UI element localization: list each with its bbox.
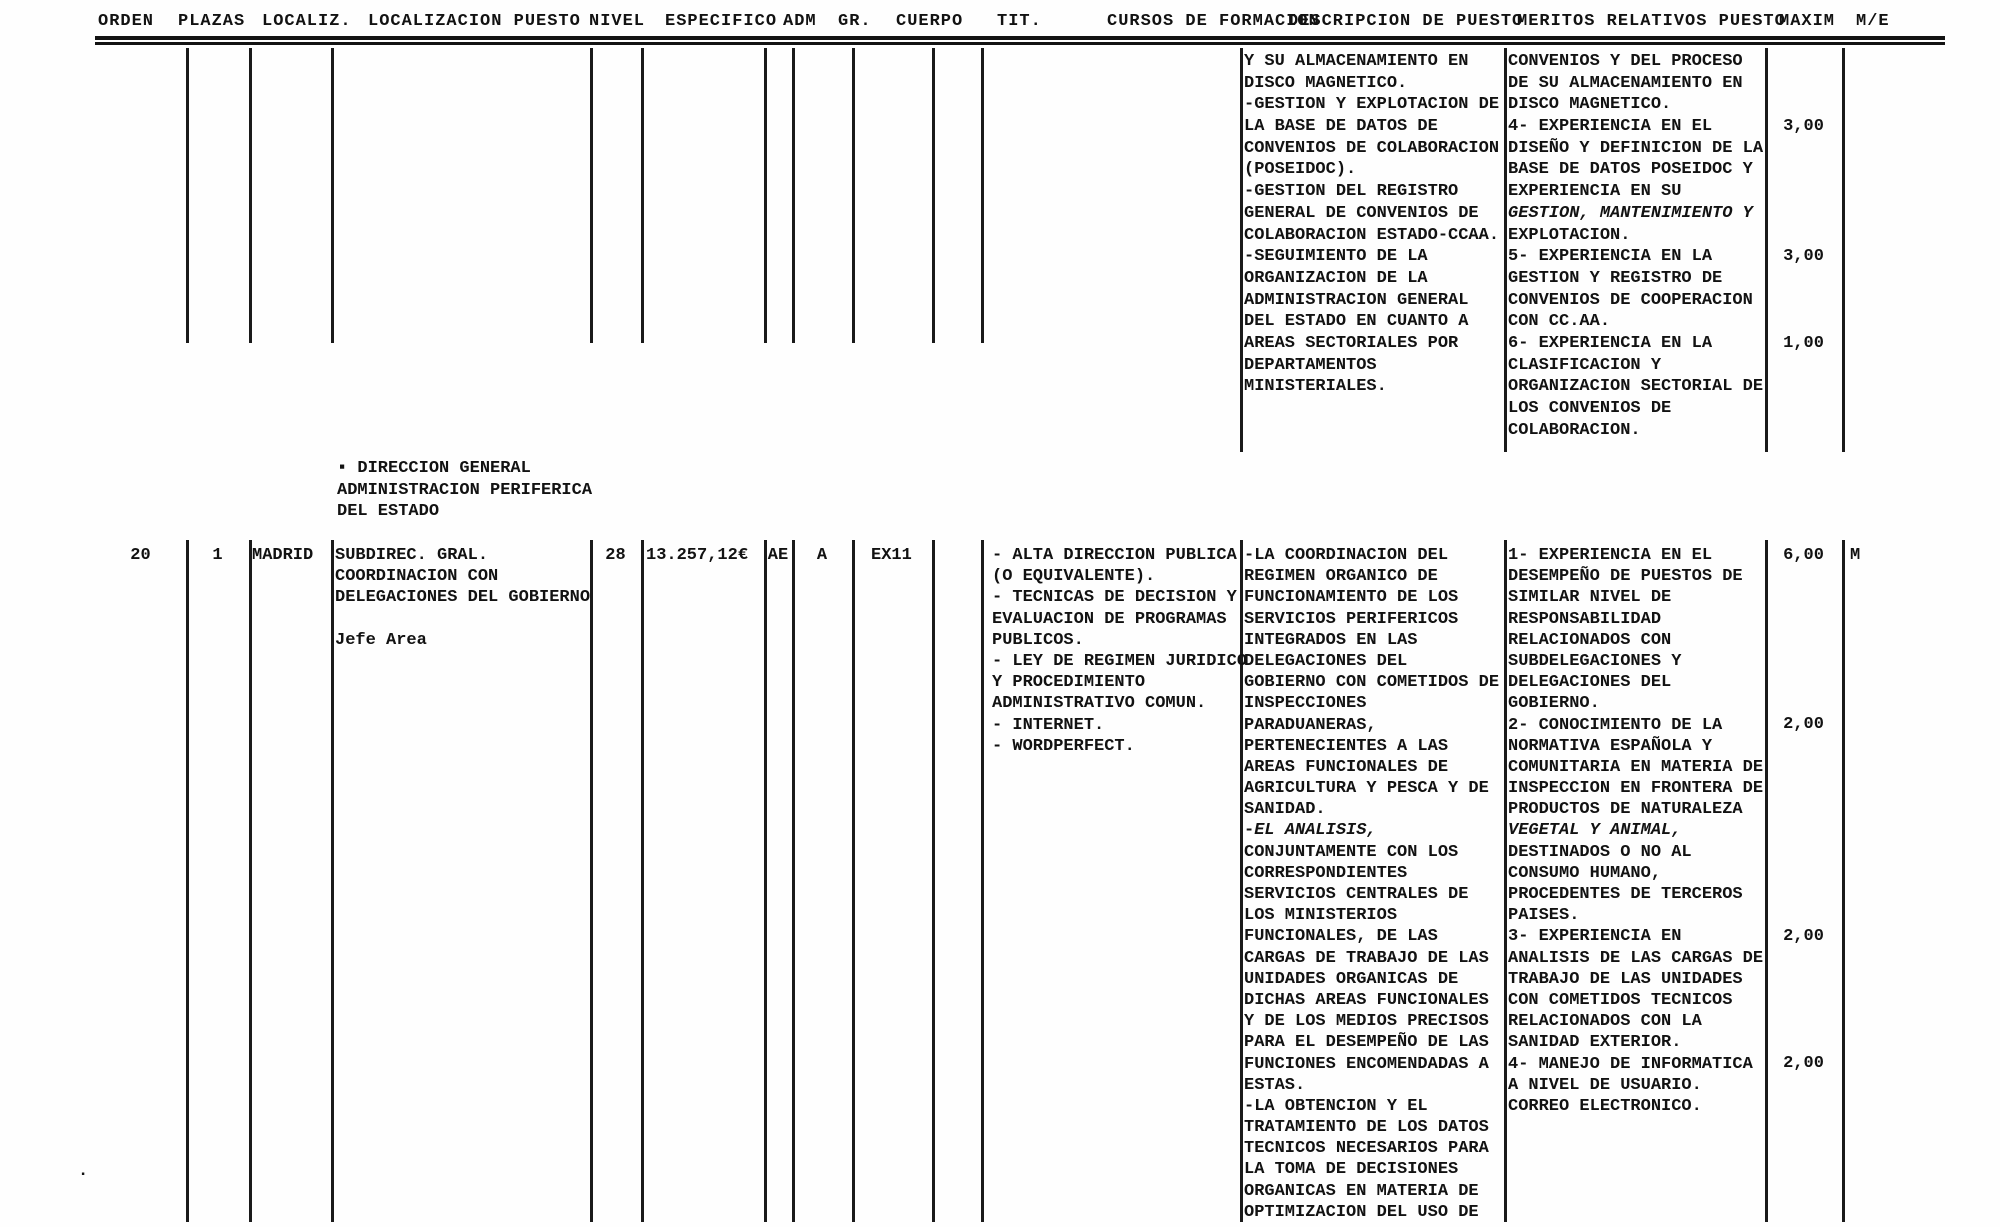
text-line: AREAS FUNCIONALES DE: [1244, 757, 1449, 777]
text-line: CLASIFICACION Y: [1508, 355, 1662, 375]
col-header-plazas: PLAZAS: [178, 12, 246, 31]
text-line: - WORDPERFECT.: [992, 736, 1135, 756]
column-separator: [1240, 48, 1243, 452]
text-line: GESTION, MANTENIMIENTO Y: [1508, 203, 1753, 223]
text-line: DISCO MAGNETICO.: [1508, 95, 1672, 115]
col-header-me: M/E: [1856, 12, 1890, 31]
row-maxim-value: 2,00: [1783, 1054, 1824, 1073]
text-line: GOBIERNO CON COMETIDOS DE: [1244, 673, 1500, 693]
text-line: BASE DE DATOS POSEIDOC Y: [1508, 160, 1753, 180]
text-line: TECNICOS NECESARIOS PARA: [1244, 1139, 1489, 1159]
column-separator: [249, 48, 252, 343]
carryover-maxim-value: 1,00: [1783, 334, 1824, 353]
text-line: CORREO ELECTRONICO.: [1508, 1096, 1702, 1116]
text-line: CONVENIOS DE COOPERACION: [1508, 290, 1753, 310]
text-line: COORDINACION CON: [335, 567, 499, 587]
text-line: ▪ DIRECCION GENERAL: [337, 459, 531, 478]
carryover-meritos: [1508, 51, 1766, 441]
text-line: MINISTERIALES.: [1244, 377, 1387, 397]
carryover-maxim-value: 3,00: [1783, 247, 1824, 266]
text-line: SERVICIOS CENTRALES DE: [1244, 885, 1469, 904]
text-line: 4- MANEJO DE INFORMATICA: [1508, 1054, 1753, 1074]
text-line: Y SU ALMACENAMIENTO EN: [1244, 52, 1469, 71]
row-cuerpo: EX11: [871, 546, 912, 565]
text-line: INSPECCIONES: [1244, 694, 1367, 714]
text-line: DEL ESTADO: [337, 502, 440, 522]
text-line: DELEGACIONES DEL: [1244, 651, 1408, 671]
col-header-nivel: NIVEL: [589, 12, 646, 31]
text-line: DEPARTAMENTOS: [1244, 355, 1377, 375]
text-line: RESPONSABILIDAD: [1508, 609, 1662, 629]
column-separator: [186, 48, 189, 343]
text-line: COMUNITARIA EN MATERIA DE: [1508, 757, 1764, 777]
text-line: 6- EXPERIENCIA EN LA: [1508, 333, 1713, 353]
column-separator: [641, 540, 644, 1222]
text-line: CARGAS DE TRABAJO DE LAS: [1244, 948, 1489, 968]
text-line: [335, 609, 591, 630]
text-line: DELEGACIONES DEL GOBIERNO: [335, 588, 591, 608]
text-line: -SEGUIMIENTO DE LA: [1244, 247, 1428, 267]
text-line: -LA OBTENCION Y EL: [1244, 1096, 1428, 1116]
text-line: Y DE LOS MEDIOS PRECISOS: [1244, 1012, 1489, 1032]
text-line: REGIMEN ORGANICO DE: [1244, 567, 1438, 587]
text-line: FUNCIONALES, DE LAS: [1244, 927, 1438, 947]
column-separator: [1842, 540, 1845, 1222]
row-cursos-formacion: [992, 545, 1250, 757]
text-line: - LEY DE REGIMEN JURIDICO: [992, 651, 1248, 671]
row-descripcion: [1244, 545, 1504, 1223]
text-line: GESTION Y REGISTRO DE: [1508, 268, 1723, 288]
text-line: DESEMPEÑO DE PUESTOS DE: [1508, 567, 1743, 587]
text-line: (O EQUIVALENTE).: [992, 567, 1156, 587]
column-separator: [981, 48, 984, 343]
text-line: -EL ANALISIS,: [1244, 821, 1377, 841]
text-line: A NIVEL DE USUARIO.: [1508, 1075, 1702, 1095]
text-line: DE SU ALMACENAMIENTO EN: [1508, 73, 1743, 93]
col-header-adm: ADM: [783, 12, 817, 31]
column-separator: [331, 540, 334, 1222]
text-line: -GESTION DEL REGISTRO: [1244, 182, 1459, 202]
text-line: PRODUCTOS DE NATURALEZA: [1508, 800, 1743, 820]
row-localizacion-puesto: [335, 545, 591, 651]
text-line: ADMINISTRATIVO COMUN.: [992, 694, 1207, 714]
row-adm: AE: [767, 546, 789, 565]
text-line: EVALUACION DE PROGRAMAS: [992, 609, 1227, 629]
text-line: DESTINADOS O NO AL: [1508, 842, 1692, 862]
section-heading-direccion-general: [337, 458, 667, 523]
col-header-descripcion-puesto: DESCRIPCION DE PUESTO: [1288, 12, 1524, 31]
column-separator: [641, 48, 644, 343]
text-line: RELACIONADOS CON: [1508, 630, 1672, 650]
text-line: FUNCIONAMIENTO DE LOS: [1244, 588, 1459, 608]
text-line: EXPERIENCIA EN SU: [1508, 182, 1682, 202]
text-line: CON COMETIDOS TECNICOS: [1508, 990, 1733, 1010]
text-line: INTEGRADOS EN LAS: [1244, 630, 1418, 650]
column-separator: [792, 540, 795, 1222]
text-line: GOBIERNO.: [1508, 694, 1600, 714]
column-separator: [932, 48, 935, 343]
col-header-orden: ORDEN: [98, 12, 155, 31]
text-line: LA BASE DE DATOS DE: [1244, 117, 1438, 137]
header-rule-top: [95, 36, 1945, 40]
text-line: COLABORACION ESTADO-CCAA.: [1244, 225, 1500, 245]
text-line: SUBDELEGACIONES Y: [1508, 651, 1682, 671]
text-line: 3- EXPERIENCIA EN: [1508, 927, 1682, 947]
column-separator: [1842, 48, 1845, 452]
text-line: 1- EXPERIENCIA EN EL: [1508, 546, 1713, 565]
col-header-meritos-relativos: MERITOS RELATIVOS PUESTO: [1517, 12, 1786, 31]
row-gr: A: [816, 546, 828, 565]
text-line: OPTIMIZACION DEL USO DE: [1244, 1202, 1479, 1222]
text-line: COLABORACION.: [1508, 420, 1641, 440]
text-line: AGRICULTURA Y PESCA Y DE: [1244, 779, 1489, 799]
text-line: PERTENECIENTES A LAS: [1244, 736, 1449, 756]
text-line: INSPECCION EN FRONTERA DE: [1508, 779, 1764, 799]
column-separator: [590, 48, 593, 343]
text-line: Y PROCEDIMIENTO: [992, 673, 1146, 693]
text-line: VEGETAL Y ANIMAL,: [1508, 821, 1682, 841]
text-line: TRATAMIENTO DE LOS DATOS: [1244, 1118, 1489, 1138]
text-line: - ALTA DIRECCION PUBLICA: [992, 546, 1237, 565]
text-line: ANALISIS DE LAS CARGAS DE: [1508, 948, 1764, 968]
column-separator: [792, 48, 795, 343]
text-line: Jefe Area: [335, 630, 427, 650]
row-especifico: 13.257,12€: [646, 546, 749, 565]
text-line: -LA COORDINACION DEL: [1244, 546, 1449, 565]
col-header-tit: TIT.: [997, 12, 1042, 31]
column-separator: [1504, 48, 1507, 452]
row-nivel: 28: [605, 546, 626, 565]
text-line: 5- EXPERIENCIA EN LA: [1508, 247, 1713, 267]
text-line: CONJUNTAMENTE CON LOS: [1244, 842, 1459, 862]
text-line: FUNCIONES ENCOMENDADAS A: [1244, 1054, 1489, 1074]
text-line: - INTERNET.: [992, 715, 1105, 735]
text-line: AREAS SECTORIALES POR: [1244, 333, 1459, 353]
text-line: ORGANIZACION DE LA: [1244, 268, 1428, 288]
text-line: PAISES.: [1508, 906, 1580, 926]
text-line: ESTAS.: [1244, 1075, 1306, 1095]
text-line: ORGANIZACION SECTORIAL DE: [1508, 377, 1764, 397]
col-header-cursos-formacion: CURSOS DE FORMACION: [1107, 12, 1320, 31]
col-header-localizacion-puesto: LOCALIZACION PUESTO: [368, 12, 581, 31]
column-separator: [764, 48, 767, 343]
text-line: GENERAL DE CONVENIOS DE: [1244, 203, 1479, 223]
col-header-cuerpo: CUERPO: [896, 12, 964, 31]
column-separator: [852, 540, 855, 1222]
text-line: PROCEDENTES DE TERCEROS: [1508, 885, 1743, 904]
column-separator: [932, 540, 935, 1222]
text-line: SANIDAD.: [1244, 800, 1326, 820]
text-line: SIMILAR NIVEL DE: [1508, 588, 1672, 608]
row-meritos: [1508, 545, 1766, 1117]
text-line: ORGANICAS EN MATERIA DE: [1244, 1181, 1479, 1201]
text-line: -GESTION Y EXPLOTACION DE: [1244, 95, 1500, 115]
text-line: LA TOMA DE DECISIONES: [1244, 1160, 1459, 1180]
column-separator: [852, 48, 855, 343]
text-line: DEL ESTADO EN CUANTO A: [1244, 312, 1469, 332]
column-separator: [981, 540, 984, 1222]
text-line: DISCO MAGNETICO.: [1244, 73, 1408, 93]
text-line: CONVENIOS DE COLABORACION: [1244, 138, 1500, 158]
row-orden: 20: [130, 546, 151, 565]
text-line: ADMINISTRACION GENERAL: [1244, 290, 1469, 310]
text-line: PUBLICOS.: [992, 630, 1084, 650]
column-separator: [186, 540, 189, 1222]
column-separator: [1504, 540, 1507, 1222]
text-line: CONVENIOS Y DEL PROCESO: [1508, 52, 1743, 71]
row-maxim-value: 6,00: [1783, 546, 1824, 565]
text-line: NORMATIVA ESPAÑOLA Y: [1508, 736, 1713, 756]
text-line: LOS MINISTERIOS: [1244, 906, 1398, 926]
carryover-maxim-value: 3,00: [1783, 117, 1824, 136]
text-line: SUBDIREC. GRAL.: [335, 546, 489, 565]
text-line: - TECNICAS DE DECISION Y: [992, 588, 1237, 608]
text-line: EXPLOTACION.: [1508, 225, 1631, 245]
text-line: (POSEIDOC).: [1244, 160, 1357, 180]
text-line: ADMINISTRACION PERIFERICA: [337, 480, 593, 500]
col-header-maxim: MAXIM: [1779, 12, 1836, 31]
col-header-localiz: LOCALIZ.: [262, 12, 352, 31]
column-separator: [249, 540, 252, 1222]
text-line: UNIDADES ORGANICAS DE: [1244, 969, 1459, 989]
text-line: CONSUMO HUMANO,: [1508, 863, 1662, 883]
text-line: LOS CONVENIOS DE: [1508, 399, 1672, 418]
text-line: DICHAS AREAS FUNCIONALES: [1244, 990, 1489, 1010]
text-line: SANIDAD EXTERIOR.: [1508, 1033, 1682, 1053]
text-line: CORRESPONDIENTES: [1244, 863, 1408, 883]
text-line: TRABAJO DE LAS UNIDADES: [1508, 969, 1743, 989]
text-line: PARA EL DESEMPEÑO DE LAS: [1244, 1033, 1489, 1053]
text-line: DISEÑO Y DEFINICION DE LA: [1508, 138, 1764, 158]
text-line: PARADUANERAS,: [1244, 715, 1377, 735]
text-line: CON CC.AA.: [1508, 312, 1611, 332]
column-separator: [764, 540, 767, 1222]
header-rule-bottom: [95, 42, 1945, 45]
text-line: 2- CONOCIMIENTO DE LA: [1508, 715, 1723, 735]
row-localiz: MADRID: [252, 546, 314, 565]
text-line: 4- EXPERIENCIA EN EL: [1508, 117, 1713, 137]
carryover-descripcion: [1244, 51, 1502, 398]
row-me-flag: M: [1850, 546, 1861, 565]
stray-ink-dot: .: [78, 1162, 89, 1181]
column-separator: [331, 48, 334, 343]
text-line: RELACIONADOS CON LA: [1508, 1012, 1702, 1032]
col-header-especifico: ESPECIFICO: [665, 12, 778, 31]
col-header-gr: GR.: [838, 12, 872, 31]
text-line: DELEGACIONES DEL: [1508, 673, 1672, 693]
text-line: SERVICIOS PERIFERICOS: [1244, 609, 1459, 629]
row-plazas: 1: [212, 546, 223, 565]
row-maxim-value: 2,00: [1783, 927, 1824, 946]
row-maxim-value: 2,00: [1783, 715, 1824, 734]
